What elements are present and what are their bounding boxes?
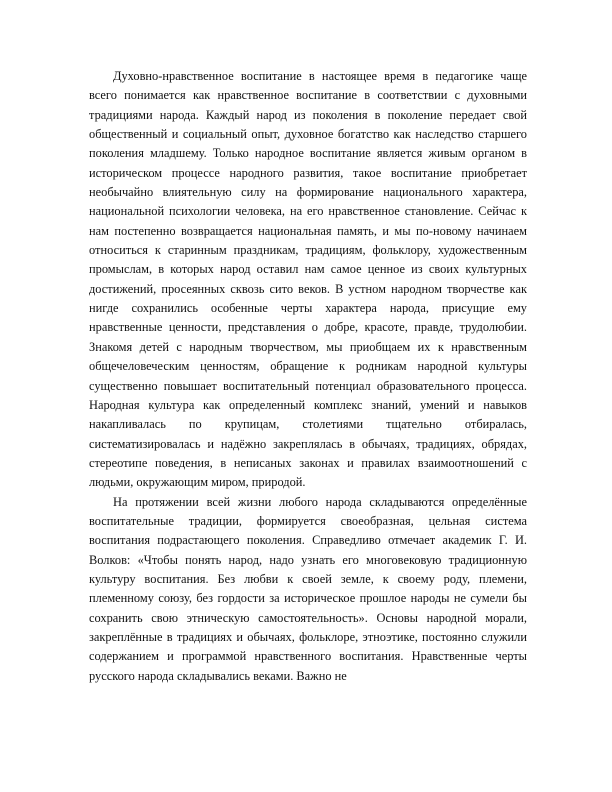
paragraph-educational-traditions: На протяжении всей жизни любого народа складываются определённые воспитательные традиции, формируется своеобразная, цельная система воспитания подрастающего поколения. Справедливо отмечает академик Г. И. Волков: «Чтобы понять народ, надо узнать его многовековую традиционную культуру воспитания. Без любви к своей земле, к своему роду, племени, племенному союзу, без гордости за историческое прошлое народы не сумели бы сохранить свою этническую самостоятельность». Основы народной морали, закреплённые в традициях и обычаях, фольклоре, этноэтике, постоянно служили содержанием и программой нравственного воспитания. Нравственные черты русского народа складывались веками. Важно не: [89, 494, 527, 683]
paragraph-spiritual-moral-education: Духовно-нравственное воспитание в настоящее время в педагогике чаще всего понимается как нравственное воспитание в соответствии с духовными традициями народа. Каждый народ из поколения в поколение передает свой общественный и социальный опыт, духовное богатство как наследство старшего поколения младшему. Только народное воспитание является живым органом в историческом процессе народного развития, такое воспитание приобретает необычайно влиятельную силу на формирование национального характера, национальной психологии человека, на его нравственное становление. Сейчас к нам постепенно возвращается национальная память, и мы по-новому начинаем относиться к старинным праздникам, традициям, фольклору, художественным промыслам, в которых народ оставил нам самое ценное из своих культурных достижений, просеянных сквозь сито веков. В устном народном творчестве как нигде сохранились особенные черты характера народа, присущие ему нравственные ценности, представления о добре, красоте, правде, трудолюбии. Знакомя детей с народным творчеством, мы приобщаем их к нравственным общечеловеческим ценностям, обращение к родникам народной культуры существенно повышает воспитательный потенциал образовательного процесса. Народная культура как определенный комплекс знаний, умений и навыков накапливалась по крупицам, столетиями тщательно отбиралась, систематизировалась и надёжно закреплялась в обычаях, традициях, обрядах, стереотипе поведения, в неписаных законах и правилах взаимоотношений с людьми, окружающим миром, природой.: [89, 69, 527, 490]
document-page: [89, 67, 527, 686]
